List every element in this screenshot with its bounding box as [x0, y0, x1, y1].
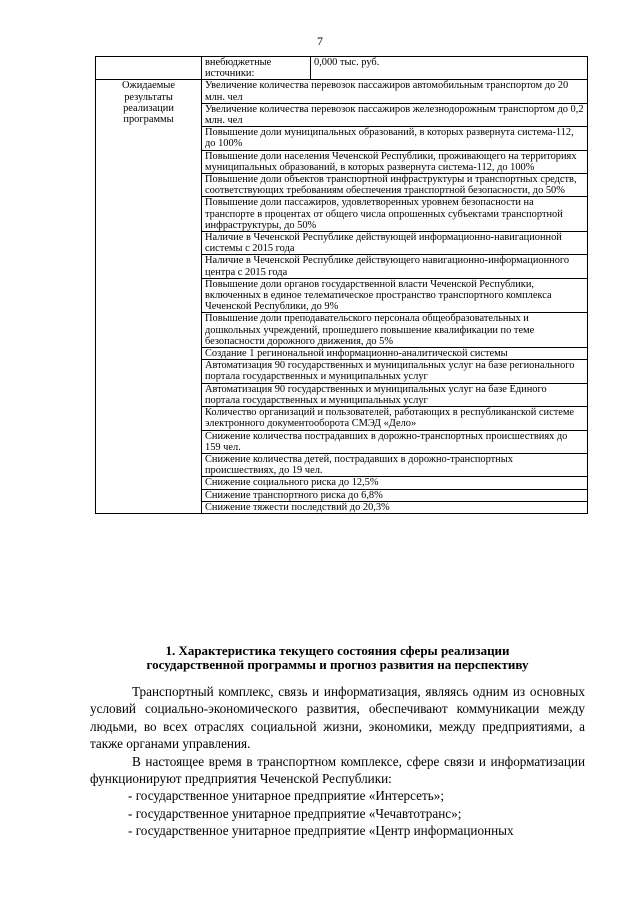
program-passport-table: [95, 56, 588, 514]
result-item: Повышение доли пассажиров, удовлетворенных уровнем безопасности на транспорте в процентах от общего числа опрошенных субъектами транспортной инфраструктуры, до 50%: [202, 197, 588, 232]
result-item: Повышение доли муниципальных образований, в которых развернута система-112, до 100%: [202, 127, 588, 150]
section-heading-line-1: 1. Характеристика текущего состояния сферы реализации: [165, 643, 510, 658]
result-item: Автоматизация 90 государственных и муниципальных услуг на базе регионального портала государственных и муниципальных услуг: [202, 360, 588, 383]
result-item: Создание 1 регинональной информационно-аналитической системы: [202, 348, 588, 360]
funding-row-empty-cell: [96, 57, 202, 80]
result-item: Снижение количества пострадавших в дорожно-транспортных происшествиях до 159 чел.: [202, 430, 588, 453]
result-item: Повышение доли преподавательского персонала общеобразовательных и дошкольных учреждений, прошедшего повышение квалификации по теме безопасности дорожного движения, до 5%: [202, 313, 588, 348]
result-item: Увеличение количества перевозок пассажиров автомобильным транспортом до 20 млн. чел: [202, 80, 588, 103]
section-heading-line-2: государственной программы и прогноз развития на перспективу: [146, 657, 529, 672]
section-body: [90, 683, 585, 840]
result-item: Снижение количества детей, пострадавших в дорожно-транспортных происшествиях, до 19 чел.: [202, 453, 588, 476]
funding-row: [96, 57, 588, 80]
result-item: Снижение транспортного риска до 6,8%: [202, 489, 588, 501]
list-item: - государственное унитарное предприятие «Интерсеть»;: [128, 788, 445, 804]
list-item: - государственное унитарное предприятие «Чечавтотранс»;: [128, 805, 462, 821]
result-item: Увеличение количества перевозок пассажиров железнодорожным транспортом до 0,2 млн. чел: [202, 103, 588, 126]
result-item: Наличие в Чеченской Республике действующей информационно-навигационной системы с 2015 года: [202, 232, 588, 255]
list-item: - государственное унитарное предприятие «Центр информационных: [128, 823, 514, 839]
result-item: Повышение доли объектов транспортной инфраструктуры и транспортных средств, соответствующих требованиям обеспечения транспортной безопасности, до 50%: [202, 174, 588, 197]
results-label: Ожидаемые результаты реализации программы: [96, 80, 202, 514]
result-item: Снижение социального риска до 12,5%: [202, 477, 588, 489]
result-item: Наличие в Чеченской Республике действующего навигационно-информационного центра с 2015 года: [202, 255, 588, 278]
paragraph-2: В настоящее время в транспортном комплексе, сфере связи и информатизации функционируют предприятия Чеченской Республики:: [90, 753, 585, 787]
result-item: Снижение тяжести последствий до 20,3%: [202, 501, 588, 513]
paragraph-1: Транспортный комплекс, связь и информатизация, являясь одним из основных условий социально-экономического развития, обеспечивают коммуникации между людьми, во всех отраслях социальной жизни, экономики, между предприятиями, а также органами управления.: [90, 684, 585, 752]
result-item: Количество организаций и пользователей, работающих в республиканской системе электронного документооборота СМЭД «Дело»: [202, 407, 588, 430]
result-item: Повышение доли органов государственной власти Чеченской Республики, включенных в единое телематическое пространство транспортного комплекса Чеченской Республики, до 9%: [202, 278, 588, 313]
section-heading: [90, 644, 585, 672]
result-item: Повышение доли населения Чеченской Республики, проживающего на территориях муниципальных образований, в которых развернута система-112, до 100%: [202, 150, 588, 173]
result-item: Автоматизация 90 государственных и муниципальных услуг на базе Единого портала государственных и муниципальных услуг: [202, 383, 588, 406]
funding-source-label: внебюджетные источники:: [202, 57, 311, 80]
funding-source-value: 0,000 тыс. руб.: [311, 57, 588, 80]
page-number: 7: [317, 34, 323, 48]
result-row: [96, 80, 588, 103]
